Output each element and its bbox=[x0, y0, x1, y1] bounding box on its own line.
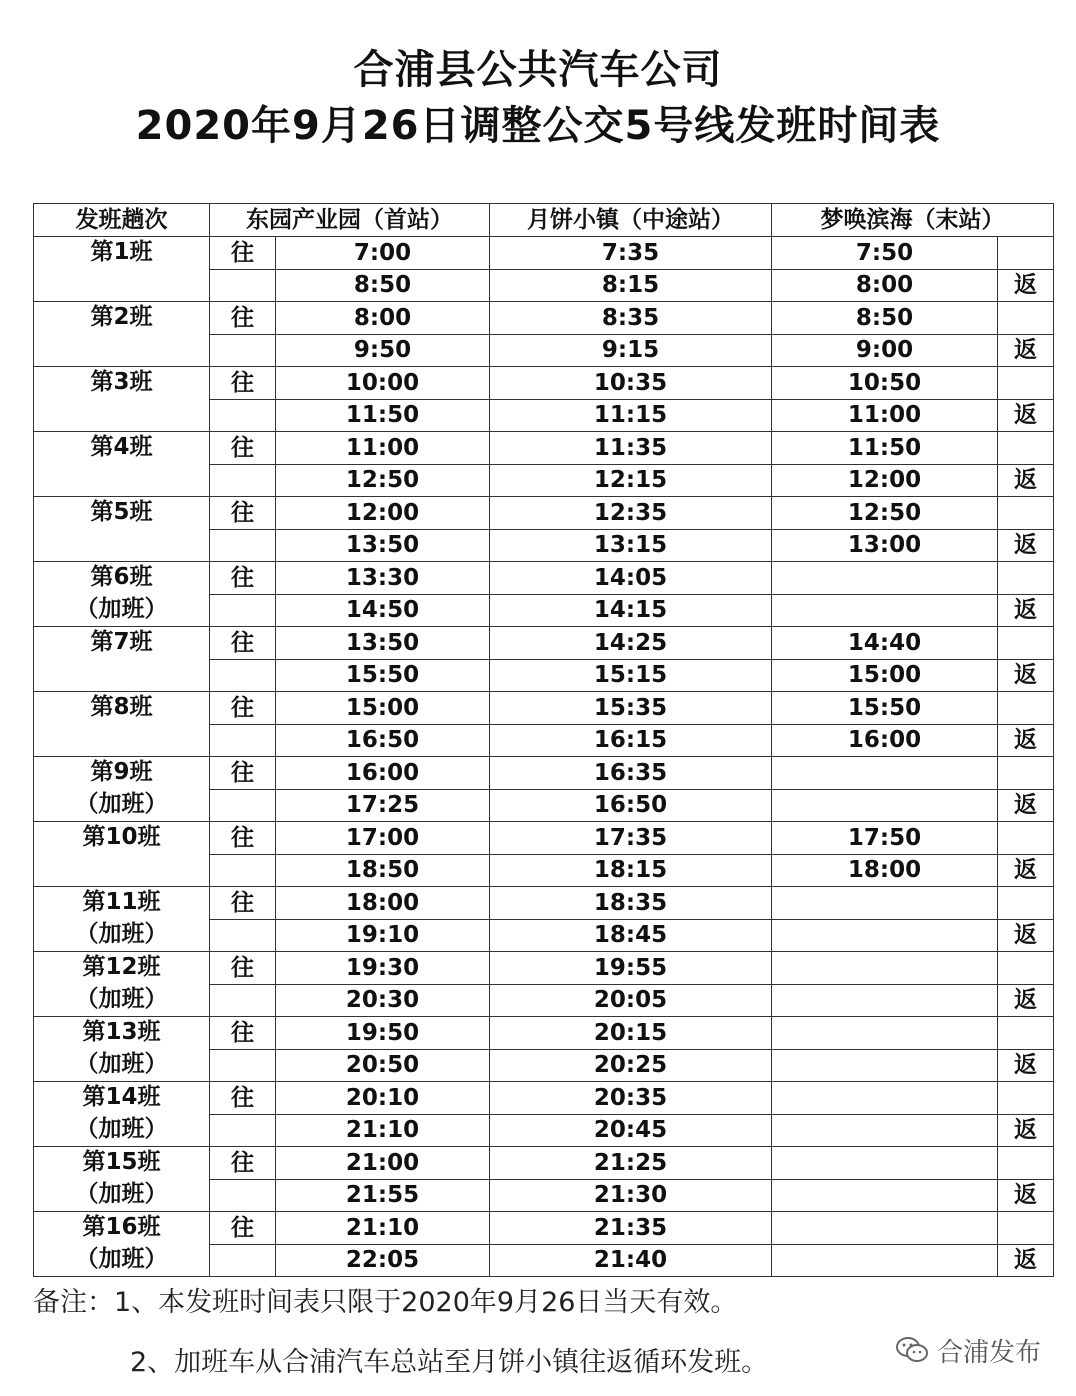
trip-extra-label bbox=[34, 464, 209, 496]
direction-out-cell: 往 bbox=[210, 1082, 276, 1115]
trip-name: 第3班 bbox=[90, 369, 153, 395]
first-stop-time: 17:25 bbox=[276, 789, 490, 822]
last-stop-time: 15:00 bbox=[772, 659, 998, 692]
first-stop-time: 19:10 bbox=[276, 919, 490, 952]
direction-out-cell: 往 bbox=[210, 692, 276, 725]
first-stop-time: 12:00 bbox=[276, 497, 490, 530]
direction-return-cell bbox=[998, 302, 1054, 335]
trip-extra-label: （加班） bbox=[75, 596, 168, 622]
last-stop-time bbox=[772, 952, 998, 985]
mid-stop-time: 16:35 bbox=[490, 757, 772, 790]
first-stop-time: 21:55 bbox=[276, 1179, 490, 1212]
direction-return-cell bbox=[998, 1212, 1054, 1245]
mid-stop-time: 18:45 bbox=[490, 919, 772, 952]
trip-cell bbox=[34, 562, 210, 627]
mid-stop-time: 9:15 bbox=[490, 334, 772, 367]
direction-out-cell bbox=[210, 1049, 276, 1082]
document-subtitle: 2020年9月26日调整公交5号线发班时间表 bbox=[135, 103, 941, 149]
last-stop-time bbox=[772, 757, 998, 790]
first-stop-time: 9:50 bbox=[276, 334, 490, 367]
direction-return-cell: 返 bbox=[998, 464, 1054, 497]
direction-return-cell bbox=[998, 952, 1054, 985]
table-row bbox=[34, 302, 1054, 335]
direction-return-cell bbox=[998, 692, 1054, 725]
trip-name: 第15班 bbox=[82, 1149, 161, 1175]
trip-name: 第7班 bbox=[90, 629, 153, 655]
mid-stop-time: 8:35 bbox=[490, 302, 772, 335]
mid-stop-time: 16:50 bbox=[490, 789, 772, 822]
direction-out-cell: 往 bbox=[210, 432, 276, 465]
trip-cell bbox=[34, 432, 210, 497]
direction-return-cell: 返 bbox=[998, 1049, 1054, 1082]
trip-extra-label: （加班） bbox=[75, 1181, 168, 1207]
mid-stop-time: 12:15 bbox=[490, 464, 772, 497]
table-row bbox=[34, 822, 1054, 855]
last-stop-time bbox=[772, 1114, 998, 1147]
direction-return-cell bbox=[998, 757, 1054, 790]
table-row bbox=[34, 1212, 1054, 1245]
first-stop-time: 12:50 bbox=[276, 464, 490, 497]
trip-cell bbox=[34, 367, 210, 432]
mid-stop-time: 21:30 bbox=[490, 1179, 772, 1212]
mid-stop-time: 18:35 bbox=[490, 887, 772, 920]
direction-out-cell bbox=[210, 919, 276, 952]
first-stop-time: 15:50 bbox=[276, 659, 490, 692]
table-row bbox=[34, 1082, 1054, 1115]
mid-stop-time: 12:35 bbox=[490, 497, 772, 530]
trip-extra-label: （加班） bbox=[75, 1116, 168, 1142]
first-stop-time: 20:30 bbox=[276, 984, 490, 1017]
direction-out-cell: 往 bbox=[210, 367, 276, 400]
trip-cell bbox=[34, 627, 210, 692]
document-title: 合浦县公共汽车公司 bbox=[353, 47, 723, 93]
last-stop-time bbox=[772, 562, 998, 595]
last-stop-time: 12:00 bbox=[772, 464, 998, 497]
direction-return-cell bbox=[998, 887, 1054, 920]
last-stop-time: 18:00 bbox=[772, 854, 998, 887]
direction-return-cell bbox=[998, 367, 1054, 400]
direction-out-cell bbox=[210, 854, 276, 887]
direction-out-cell bbox=[210, 1114, 276, 1147]
last-stop-time bbox=[772, 887, 998, 920]
first-stop-time: 13:50 bbox=[276, 529, 490, 562]
trip-extra-label bbox=[34, 529, 209, 561]
mid-stop-time: 15:35 bbox=[490, 692, 772, 725]
direction-return-cell bbox=[998, 237, 1054, 270]
direction-return-cell bbox=[998, 432, 1054, 465]
mid-stop-time: 13:15 bbox=[490, 529, 772, 562]
direction-return-cell: 返 bbox=[998, 594, 1054, 627]
direction-return-cell: 返 bbox=[998, 1179, 1054, 1212]
trip-extra-label: （加班） bbox=[75, 986, 168, 1012]
direction-return-cell: 返 bbox=[998, 919, 1054, 952]
trip-name: 第5班 bbox=[90, 499, 153, 525]
table-row bbox=[34, 887, 1054, 920]
last-stop-time: 14:40 bbox=[772, 627, 998, 660]
last-stop-time: 15:50 bbox=[772, 692, 998, 725]
direction-return-cell bbox=[998, 1082, 1054, 1115]
last-stop-time: 8:00 bbox=[772, 269, 998, 302]
first-stop-time: 10:00 bbox=[276, 367, 490, 400]
direction-out-cell bbox=[210, 724, 276, 757]
first-stop-time: 21:10 bbox=[276, 1114, 490, 1147]
first-stop-time: 19:30 bbox=[276, 952, 490, 985]
trip-cell bbox=[34, 1082, 210, 1147]
direction-return-cell: 返 bbox=[998, 854, 1054, 887]
first-stop-time: 8:00 bbox=[276, 302, 490, 335]
direction-out-cell: 往 bbox=[210, 562, 276, 595]
table-row bbox=[34, 952, 1054, 985]
direction-out-cell: 往 bbox=[210, 627, 276, 660]
direction-return-cell bbox=[998, 1147, 1054, 1180]
first-stop-time: 18:50 bbox=[276, 854, 490, 887]
last-stop-time: 16:00 bbox=[772, 724, 998, 757]
direction-out-cell: 往 bbox=[210, 757, 276, 790]
direction-out-cell bbox=[210, 1244, 276, 1277]
last-stop-time bbox=[772, 1017, 998, 1050]
direction-out-cell: 往 bbox=[210, 497, 276, 530]
trip-name: 第6班 bbox=[90, 564, 153, 590]
header-last-stop: 梦唤滨海（末站） bbox=[772, 204, 1054, 237]
direction-return-cell: 返 bbox=[998, 399, 1054, 432]
mid-stop-time: 11:35 bbox=[490, 432, 772, 465]
trip-cell bbox=[34, 887, 210, 952]
trip-extra-label: （加班） bbox=[75, 921, 168, 947]
table-row bbox=[34, 1017, 1054, 1050]
mid-stop-time: 19:55 bbox=[490, 952, 772, 985]
trip-name: 第13班 bbox=[82, 1019, 161, 1045]
last-stop-time: 10:50 bbox=[772, 367, 998, 400]
direction-return-cell bbox=[998, 822, 1054, 855]
mid-stop-time: 10:35 bbox=[490, 367, 772, 400]
direction-return-cell: 返 bbox=[998, 659, 1054, 692]
first-stop-time: 19:50 bbox=[276, 1017, 490, 1050]
first-stop-time: 18:00 bbox=[276, 887, 490, 920]
table-row bbox=[34, 562, 1054, 595]
trip-name: 第12班 bbox=[82, 954, 161, 980]
direction-out-cell: 往 bbox=[210, 1212, 276, 1245]
last-stop-time bbox=[772, 594, 998, 627]
direction-return-cell: 返 bbox=[998, 724, 1054, 757]
direction-out-cell bbox=[210, 1179, 276, 1212]
first-stop-time: 21:00 bbox=[276, 1147, 490, 1180]
direction-return-cell: 返 bbox=[998, 1244, 1054, 1277]
last-stop-time: 11:00 bbox=[772, 399, 998, 432]
direction-return-cell: 返 bbox=[998, 334, 1054, 367]
mid-stop-time: 11:15 bbox=[490, 399, 772, 432]
mid-stop-time: 21:25 bbox=[490, 1147, 772, 1180]
mid-stop-time: 20:25 bbox=[490, 1049, 772, 1082]
mid-stop-time: 21:40 bbox=[490, 1244, 772, 1277]
trip-cell bbox=[34, 1017, 210, 1082]
direction-return-cell: 返 bbox=[998, 529, 1054, 562]
first-stop-time: 8:50 bbox=[276, 269, 490, 302]
direction-return-cell: 返 bbox=[998, 1114, 1054, 1147]
trip-cell bbox=[34, 952, 210, 1017]
trip-name: 第9班 bbox=[90, 759, 153, 785]
first-stop-time: 7:00 bbox=[276, 237, 490, 270]
last-stop-time bbox=[772, 1082, 998, 1115]
first-stop-time: 20:50 bbox=[276, 1049, 490, 1082]
last-stop-time: 9:00 bbox=[772, 334, 998, 367]
first-stop-time: 21:10 bbox=[276, 1212, 490, 1245]
trip-name: 第4班 bbox=[90, 434, 153, 460]
trip-cell bbox=[34, 1147, 210, 1212]
last-stop-time: 7:50 bbox=[772, 237, 998, 270]
direction-out-cell: 往 bbox=[210, 302, 276, 335]
mid-stop-time: 18:15 bbox=[490, 854, 772, 887]
header-row bbox=[34, 204, 1054, 237]
first-stop-time: 14:50 bbox=[276, 594, 490, 627]
mid-stop-time: 20:35 bbox=[490, 1082, 772, 1115]
last-stop-time bbox=[772, 789, 998, 822]
direction-out-cell bbox=[210, 464, 276, 497]
note-line-2: 2、加班车从合浦汽车总站至月饼小镇往返循环发班。 bbox=[130, 1347, 769, 1378]
trip-cell bbox=[34, 757, 210, 822]
direction-out-cell bbox=[210, 789, 276, 822]
trip-extra-label: （加班） bbox=[75, 1051, 168, 1077]
last-stop-time bbox=[772, 1179, 998, 1212]
trip-extra-label bbox=[34, 659, 209, 691]
first-stop-time: 16:50 bbox=[276, 724, 490, 757]
direction-out-cell: 往 bbox=[210, 952, 276, 985]
last-stop-time: 13:00 bbox=[772, 529, 998, 562]
direction-out-cell bbox=[210, 594, 276, 627]
watermark-text: 合浦发布 bbox=[937, 1337, 1042, 1368]
direction-out-cell bbox=[210, 529, 276, 562]
watermark bbox=[895, 1330, 1041, 1370]
table-row bbox=[34, 237, 1054, 270]
last-stop-time bbox=[772, 1049, 998, 1082]
last-stop-time: 11:50 bbox=[772, 432, 998, 465]
direction-return-cell bbox=[998, 627, 1054, 660]
mid-stop-time: 14:05 bbox=[490, 562, 772, 595]
trip-cell bbox=[34, 237, 210, 302]
direction-out-cell bbox=[210, 334, 276, 367]
trip-cell bbox=[34, 1212, 210, 1277]
trip-extra-label bbox=[34, 724, 209, 756]
trip-name: 第16班 bbox=[82, 1214, 161, 1240]
trip-extra-label bbox=[34, 399, 209, 431]
trip-cell bbox=[34, 302, 210, 367]
mid-stop-time: 20:15 bbox=[490, 1017, 772, 1050]
direction-out-cell: 往 bbox=[210, 887, 276, 920]
last-stop-time bbox=[772, 1212, 998, 1245]
direction-out-cell: 往 bbox=[210, 237, 276, 270]
trip-name: 第2班 bbox=[90, 304, 153, 330]
first-stop-time: 11:00 bbox=[276, 432, 490, 465]
last-stop-time bbox=[772, 919, 998, 952]
direction-return-cell: 返 bbox=[998, 984, 1054, 1017]
direction-return-cell: 返 bbox=[998, 269, 1054, 302]
first-stop-time: 22:05 bbox=[276, 1244, 490, 1277]
table-row bbox=[34, 432, 1054, 465]
trip-extra-label bbox=[34, 269, 209, 301]
first-stop-time: 13:50 bbox=[276, 627, 490, 660]
mid-stop-time: 21:35 bbox=[490, 1212, 772, 1245]
last-stop-time: 17:50 bbox=[772, 822, 998, 855]
last-stop-time: 8:50 bbox=[772, 302, 998, 335]
table-row bbox=[34, 692, 1054, 725]
direction-return-cell bbox=[998, 1017, 1054, 1050]
table-row bbox=[34, 627, 1054, 660]
mid-stop-time: 7:35 bbox=[490, 237, 772, 270]
direction-return-cell bbox=[998, 497, 1054, 530]
first-stop-time: 11:50 bbox=[276, 399, 490, 432]
table-row bbox=[34, 497, 1054, 530]
timetable bbox=[33, 203, 1054, 1277]
last-stop-time bbox=[772, 1244, 998, 1277]
first-stop-time: 16:00 bbox=[276, 757, 490, 790]
first-stop-time: 15:00 bbox=[276, 692, 490, 725]
direction-out-cell: 往 bbox=[210, 822, 276, 855]
mid-stop-time: 14:15 bbox=[490, 594, 772, 627]
header-first-stop: 东园产业园（首站） bbox=[210, 204, 490, 237]
trip-extra-label bbox=[34, 334, 209, 366]
trip-cell bbox=[34, 822, 210, 887]
direction-out-cell bbox=[210, 984, 276, 1017]
table-row bbox=[34, 367, 1054, 400]
trip-extra-label bbox=[34, 854, 209, 886]
table-row bbox=[34, 757, 1054, 790]
mid-stop-time: 17:35 bbox=[490, 822, 772, 855]
direction-return-cell: 返 bbox=[998, 789, 1054, 822]
mid-stop-time: 20:45 bbox=[490, 1114, 772, 1147]
mid-stop-time: 8:15 bbox=[490, 269, 772, 302]
first-stop-time: 13:30 bbox=[276, 562, 490, 595]
table-row bbox=[34, 1147, 1054, 1180]
trip-name: 第1班 bbox=[90, 239, 153, 265]
trip-name: 第10班 bbox=[82, 824, 161, 850]
direction-out-cell: 往 bbox=[210, 1017, 276, 1050]
first-stop-time: 17:00 bbox=[276, 822, 490, 855]
header-mid-stop: 月饼小镇（中途站） bbox=[490, 204, 772, 237]
direction-out-cell bbox=[210, 659, 276, 692]
mid-stop-time: 14:25 bbox=[490, 627, 772, 660]
last-stop-time bbox=[772, 1147, 998, 1180]
mid-stop-time: 20:05 bbox=[490, 984, 772, 1017]
direction-out-cell bbox=[210, 269, 276, 302]
note-line-1: 备注：1、本发班时间表只限于2020年9月26日当天有效。 bbox=[33, 1287, 738, 1318]
last-stop-time bbox=[772, 984, 998, 1017]
trip-name: 第8班 bbox=[90, 694, 153, 720]
trip-name: 第14班 bbox=[82, 1084, 161, 1110]
wechat-icon bbox=[895, 1335, 929, 1365]
last-stop-time: 12:50 bbox=[772, 497, 998, 530]
first-stop-time: 20:10 bbox=[276, 1082, 490, 1115]
direction-return-cell bbox=[998, 562, 1054, 595]
trip-cell bbox=[34, 692, 210, 757]
direction-out-cell: 往 bbox=[210, 1147, 276, 1180]
mid-stop-time: 16:15 bbox=[490, 724, 772, 757]
trip-extra-label: （加班） bbox=[75, 791, 168, 817]
mid-stop-time: 15:15 bbox=[490, 659, 772, 692]
trip-name: 第11班 bbox=[82, 889, 161, 915]
trip-cell bbox=[34, 497, 210, 562]
direction-out-cell bbox=[210, 399, 276, 432]
header-trip: 发班趟次 bbox=[34, 204, 210, 237]
trip-extra-label: （加班） bbox=[75, 1246, 168, 1272]
